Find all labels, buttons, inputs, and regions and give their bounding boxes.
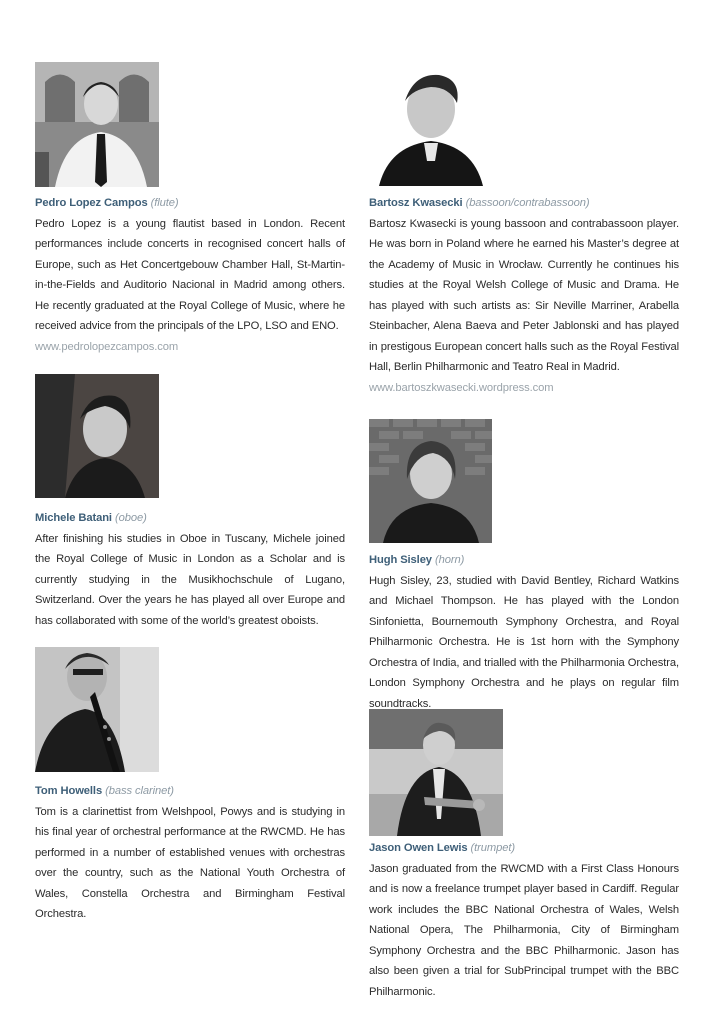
photo-hugh-sisley [369, 419, 492, 543]
photo-tom-howells [35, 647, 159, 772]
photo-michele-batani [35, 374, 159, 498]
photo-bartosz-kwasecki [369, 61, 492, 186]
bio-hugh-sisley [369, 550, 679, 714]
musician-instrument: (trumpet) [470, 842, 515, 854]
musician-bio: After finishing his studies in Oboe in Tuscany, Michele joined the Royal College of Music in London as a Scholar and is currently studying in the Musikhochschule of Lugano, Switzerland. Over the years he has played all over Europe and has collaborated with some of the world’s greatest oboists. [35, 532, 345, 627]
musician-website[interactable]: www.bartoszkwasecki.wordpress.com [369, 381, 554, 394]
musician-instrument: (oboe) [114, 512, 147, 524]
musician-name: Tom Howells [35, 785, 103, 797]
musician-instrument: (horn) [434, 554, 465, 566]
musician-bio: Hugh Sisley, 23, studied with David Bentley, Richard Watkins and Michael Thompson. He has played with the London Sinfonietta, Bournemouth Symphony Orchestra, and Royal Philharmonic Orchestra. He is 1st horn with the Symphony Orchestra of India, and trialled with the Philharmonia Orchestra, London Symphony Orchestra and he plays on regular film soundtracks. [369, 574, 679, 710]
bio-michele-batani [35, 508, 345, 631]
musician-instrument: (bassoon/contrabassoon) [465, 197, 590, 209]
photo-jason-owen-lewis [369, 709, 503, 836]
photo-pedro-lopez-campos [35, 62, 159, 187]
musician-name: Bartosz Kwasecki [369, 197, 463, 209]
musician-instrument: (flute) [150, 197, 179, 209]
bio-tom-howells [35, 781, 345, 925]
musician-name: Michele Batani [35, 512, 112, 524]
musician-bio: Bartosz Kwasecki is young bassoon and contrabassoon player. He was born in Poland where he earned his Master’s degree at the Academy of Music in Wrocław. Currently he continues his studies at the Royal Welsh College of Music and Drama. He has played with such artists as: Sir Neville Marriner, Arabella Steinbacher, Alena Baeva and Peter Jablonski and has played in prestigous European concert halls such as the Royal Festival Hall, Berlin Philharmonic and Teatro Real in Madrid. [369, 217, 679, 373]
musician-website[interactable]: www.pedrolopezcampos.com [35, 340, 179, 353]
musician-name: Jason Owen Lewis [369, 842, 468, 854]
bio-pedro-lopez-campos [35, 193, 345, 357]
musician-bio: Tom is a clarinettist from Welshpool, Powys and is studying in his final year of orchestral performance at the RWCMD. He has performed in a number of established venues with orchestras over the country, such as the National Youth Orchestra of Wales, Constella Orchestra and Birmingham Festival Orchestra. [35, 805, 345, 920]
bio-jason-owen-lewis [369, 838, 679, 1002]
musician-bio: Jason graduated from the RWCMD with a First Class Honours and is now a freelance trumpet player based in Cardiff. Regular work includes the BBC National Orchestra of Wales, Welsh National Opera, The Philharmonia, City of Birmingham Symphony Orchestra and the BBC Philharmonic. Jason has also been given a trial for SubPrincipal trumpet with the BBC Philharmonic. [369, 862, 679, 998]
musician-bio: Pedro Lopez is a young flautist based in London. Recent performances include concerts in recognised concert halls of Europe, such as Het Concertgebouw Chamber Hall, St-Martin-in-the-Fields and Auditorio Nacional in Madrid among others. He recently graduated at the Royal College of Music, where he received advice from the principals of the LPO, LSO and ENO. [35, 217, 345, 332]
musician-instrument: (bass clarinet) [105, 785, 174, 797]
musician-name: Hugh Sisley [369, 554, 432, 566]
bio-bartosz-kwasecki [369, 193, 679, 398]
musician-name: Pedro Lopez Campos [35, 197, 148, 209]
